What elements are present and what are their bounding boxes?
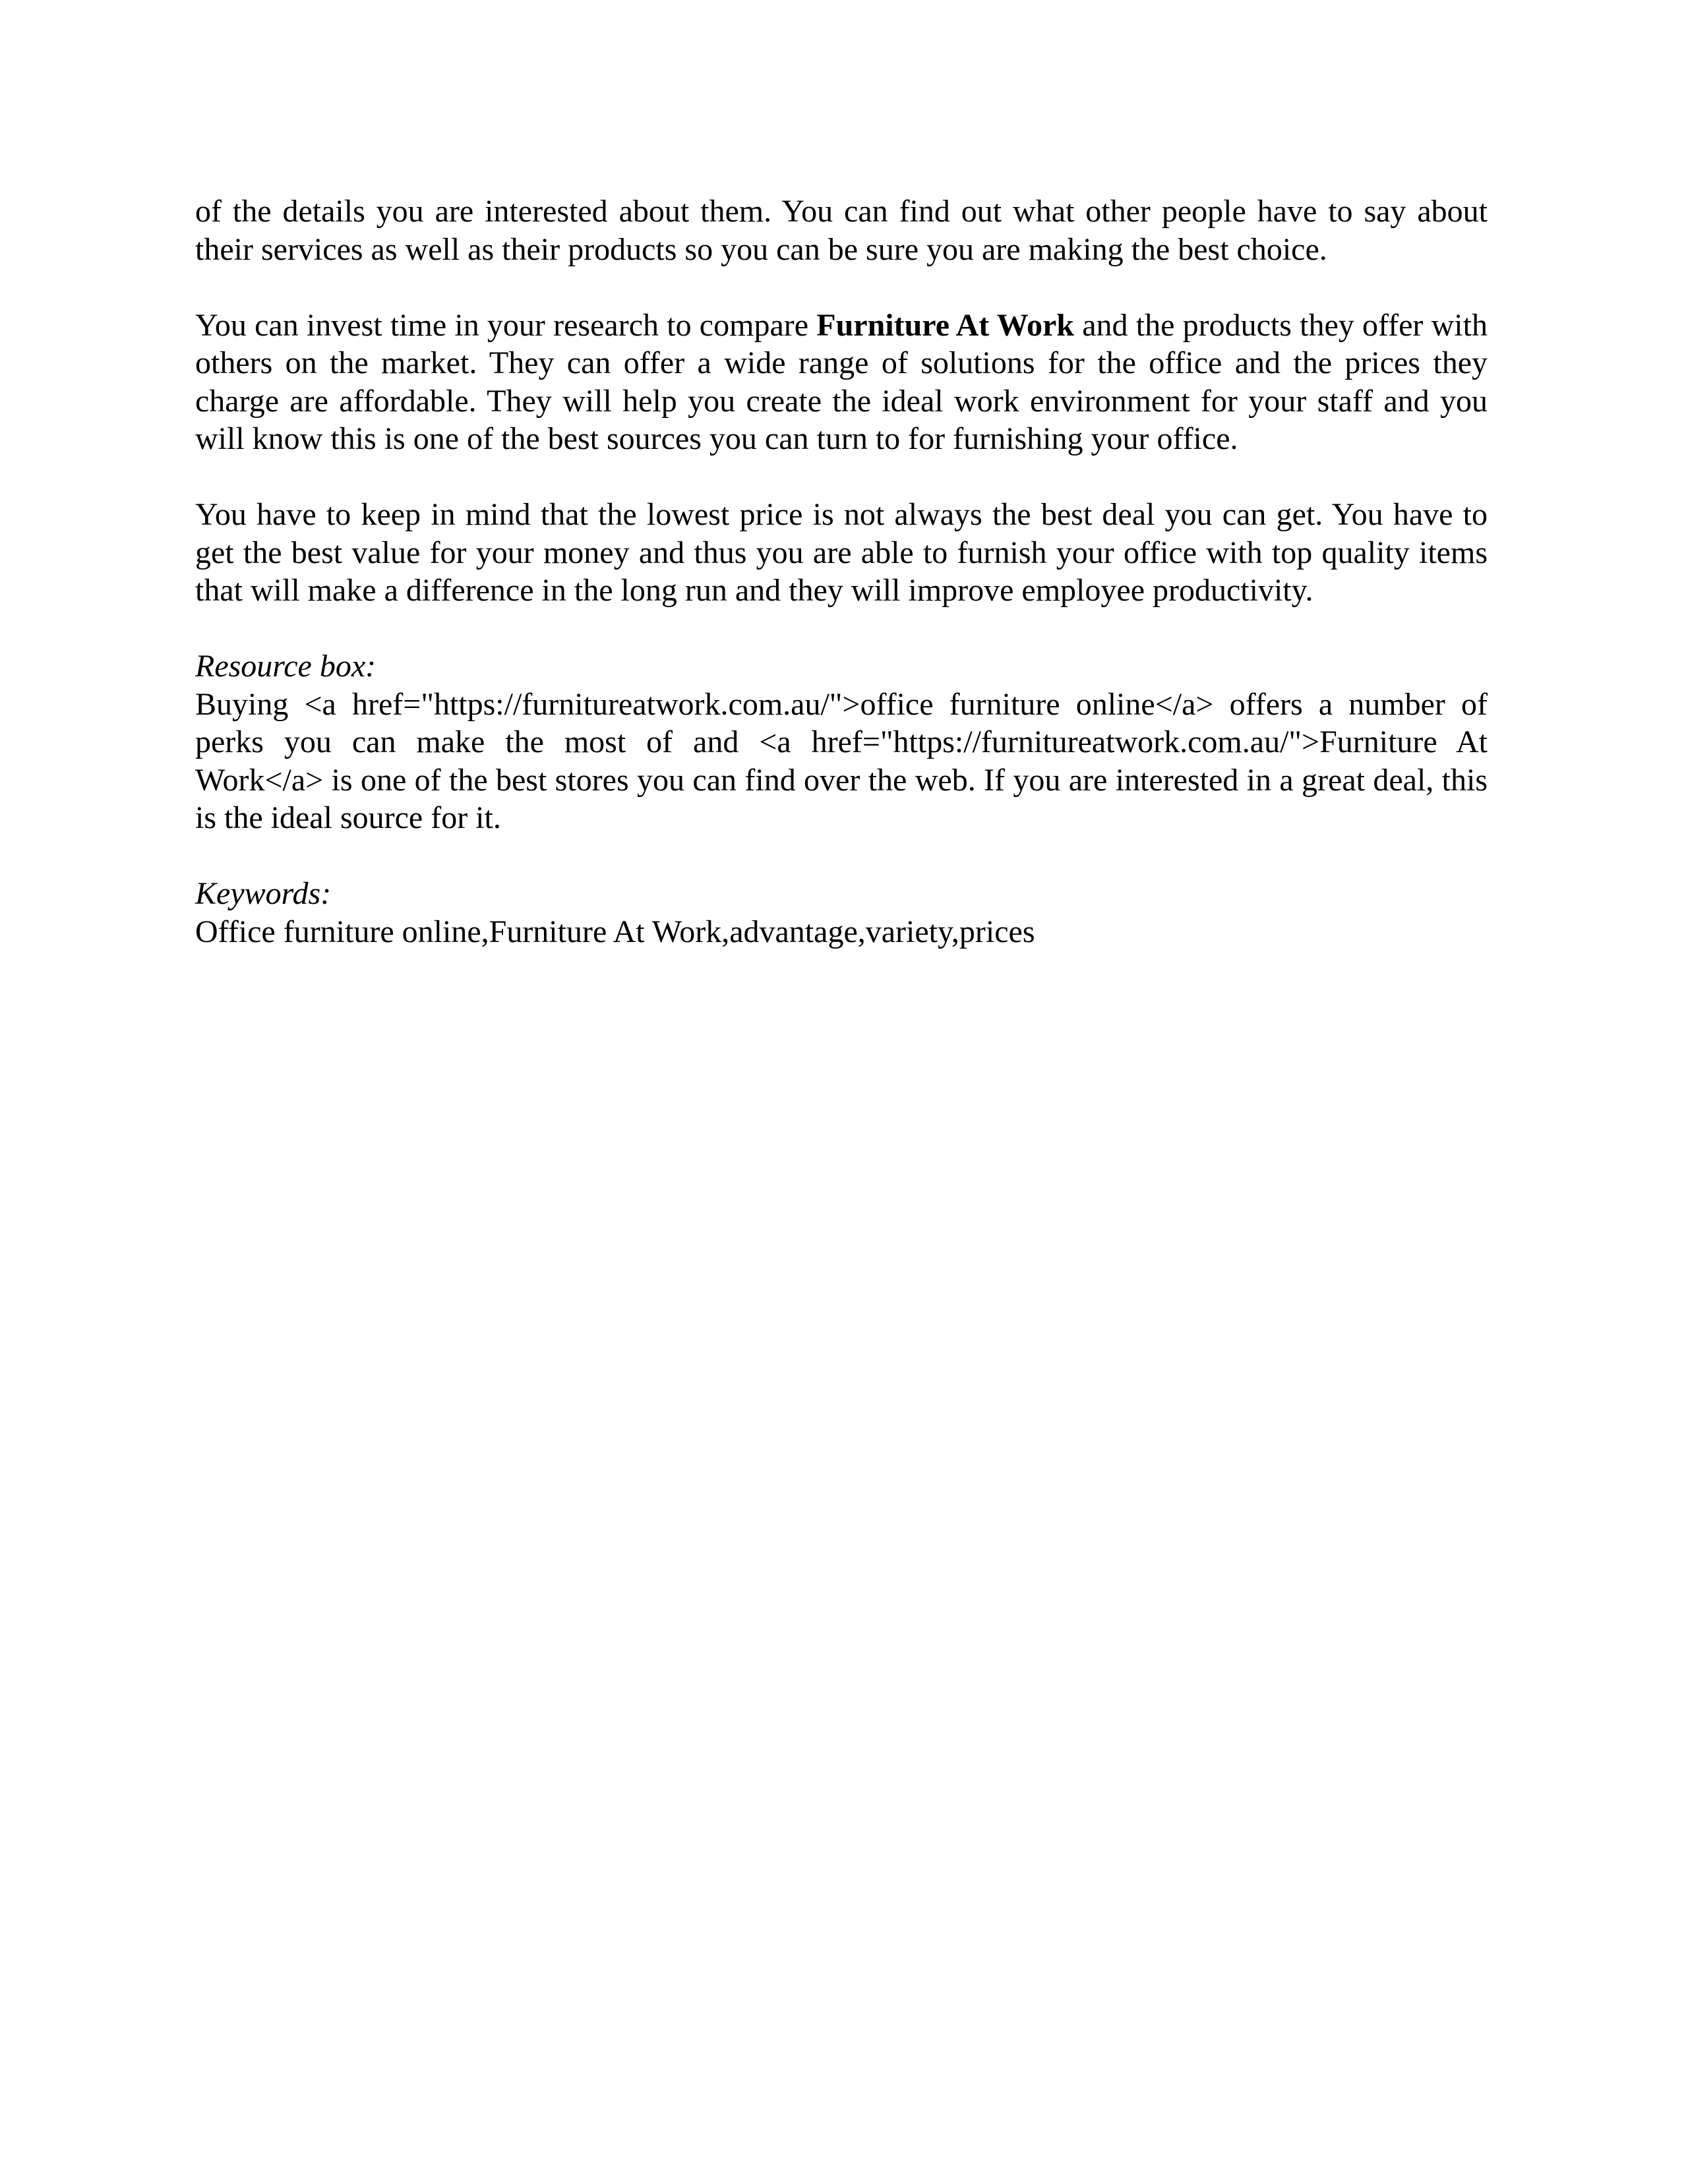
keywords-section bbox=[195, 875, 1488, 951]
brand-name-bold: Furniture At Work bbox=[816, 307, 1074, 343]
paragraph-compare bbox=[195, 307, 1488, 458]
resource-box-text: Buying <a href="https://furnitureatwork.com.au/">office furniture online</a> offers a number of perks you can make the most of and <a href="https://furnitureatwork.com.au/">Furniture At Work</a> is one of the best stores you can find over the web. If you are interested in a great deal, this is the ideal source for it. bbox=[195, 686, 1488, 835]
document-body bbox=[195, 192, 1488, 989]
paragraph-intro-text: of the details you are interested about them. You can find out what other people have to say about their services as well as their products so you can be sure you are making the best choice. bbox=[195, 194, 1488, 267]
paragraph-intro bbox=[195, 192, 1488, 268]
resource-box-heading: Resource box: bbox=[195, 649, 377, 684]
paragraph-value bbox=[195, 496, 1488, 610]
keywords-heading: Keywords: bbox=[195, 876, 332, 911]
keywords-text: Office furniture online,Furniture At Work,advantage,variety,prices bbox=[195, 914, 1035, 949]
resource-box bbox=[195, 647, 1488, 837]
paragraph-compare-text-after: and the products they offer with others on the market. They can offer a wide range of solutions for the office and the prices they charge are affordable. They will help you create the ideal work environment for your staff and you will know this is one of the best sources you can turn to for furnishing your office. bbox=[195, 307, 1488, 456]
paragraph-compare-text-before: You can invest time in your research to compare bbox=[195, 307, 817, 343]
paragraph-value-text: You have to keep in mind that the lowest price is not always the best deal you can get. You have to get the best value for your money and thus you are able to furnish your office with top quality items that will make a difference in the long run and they will improve employee productivity. bbox=[195, 497, 1488, 608]
